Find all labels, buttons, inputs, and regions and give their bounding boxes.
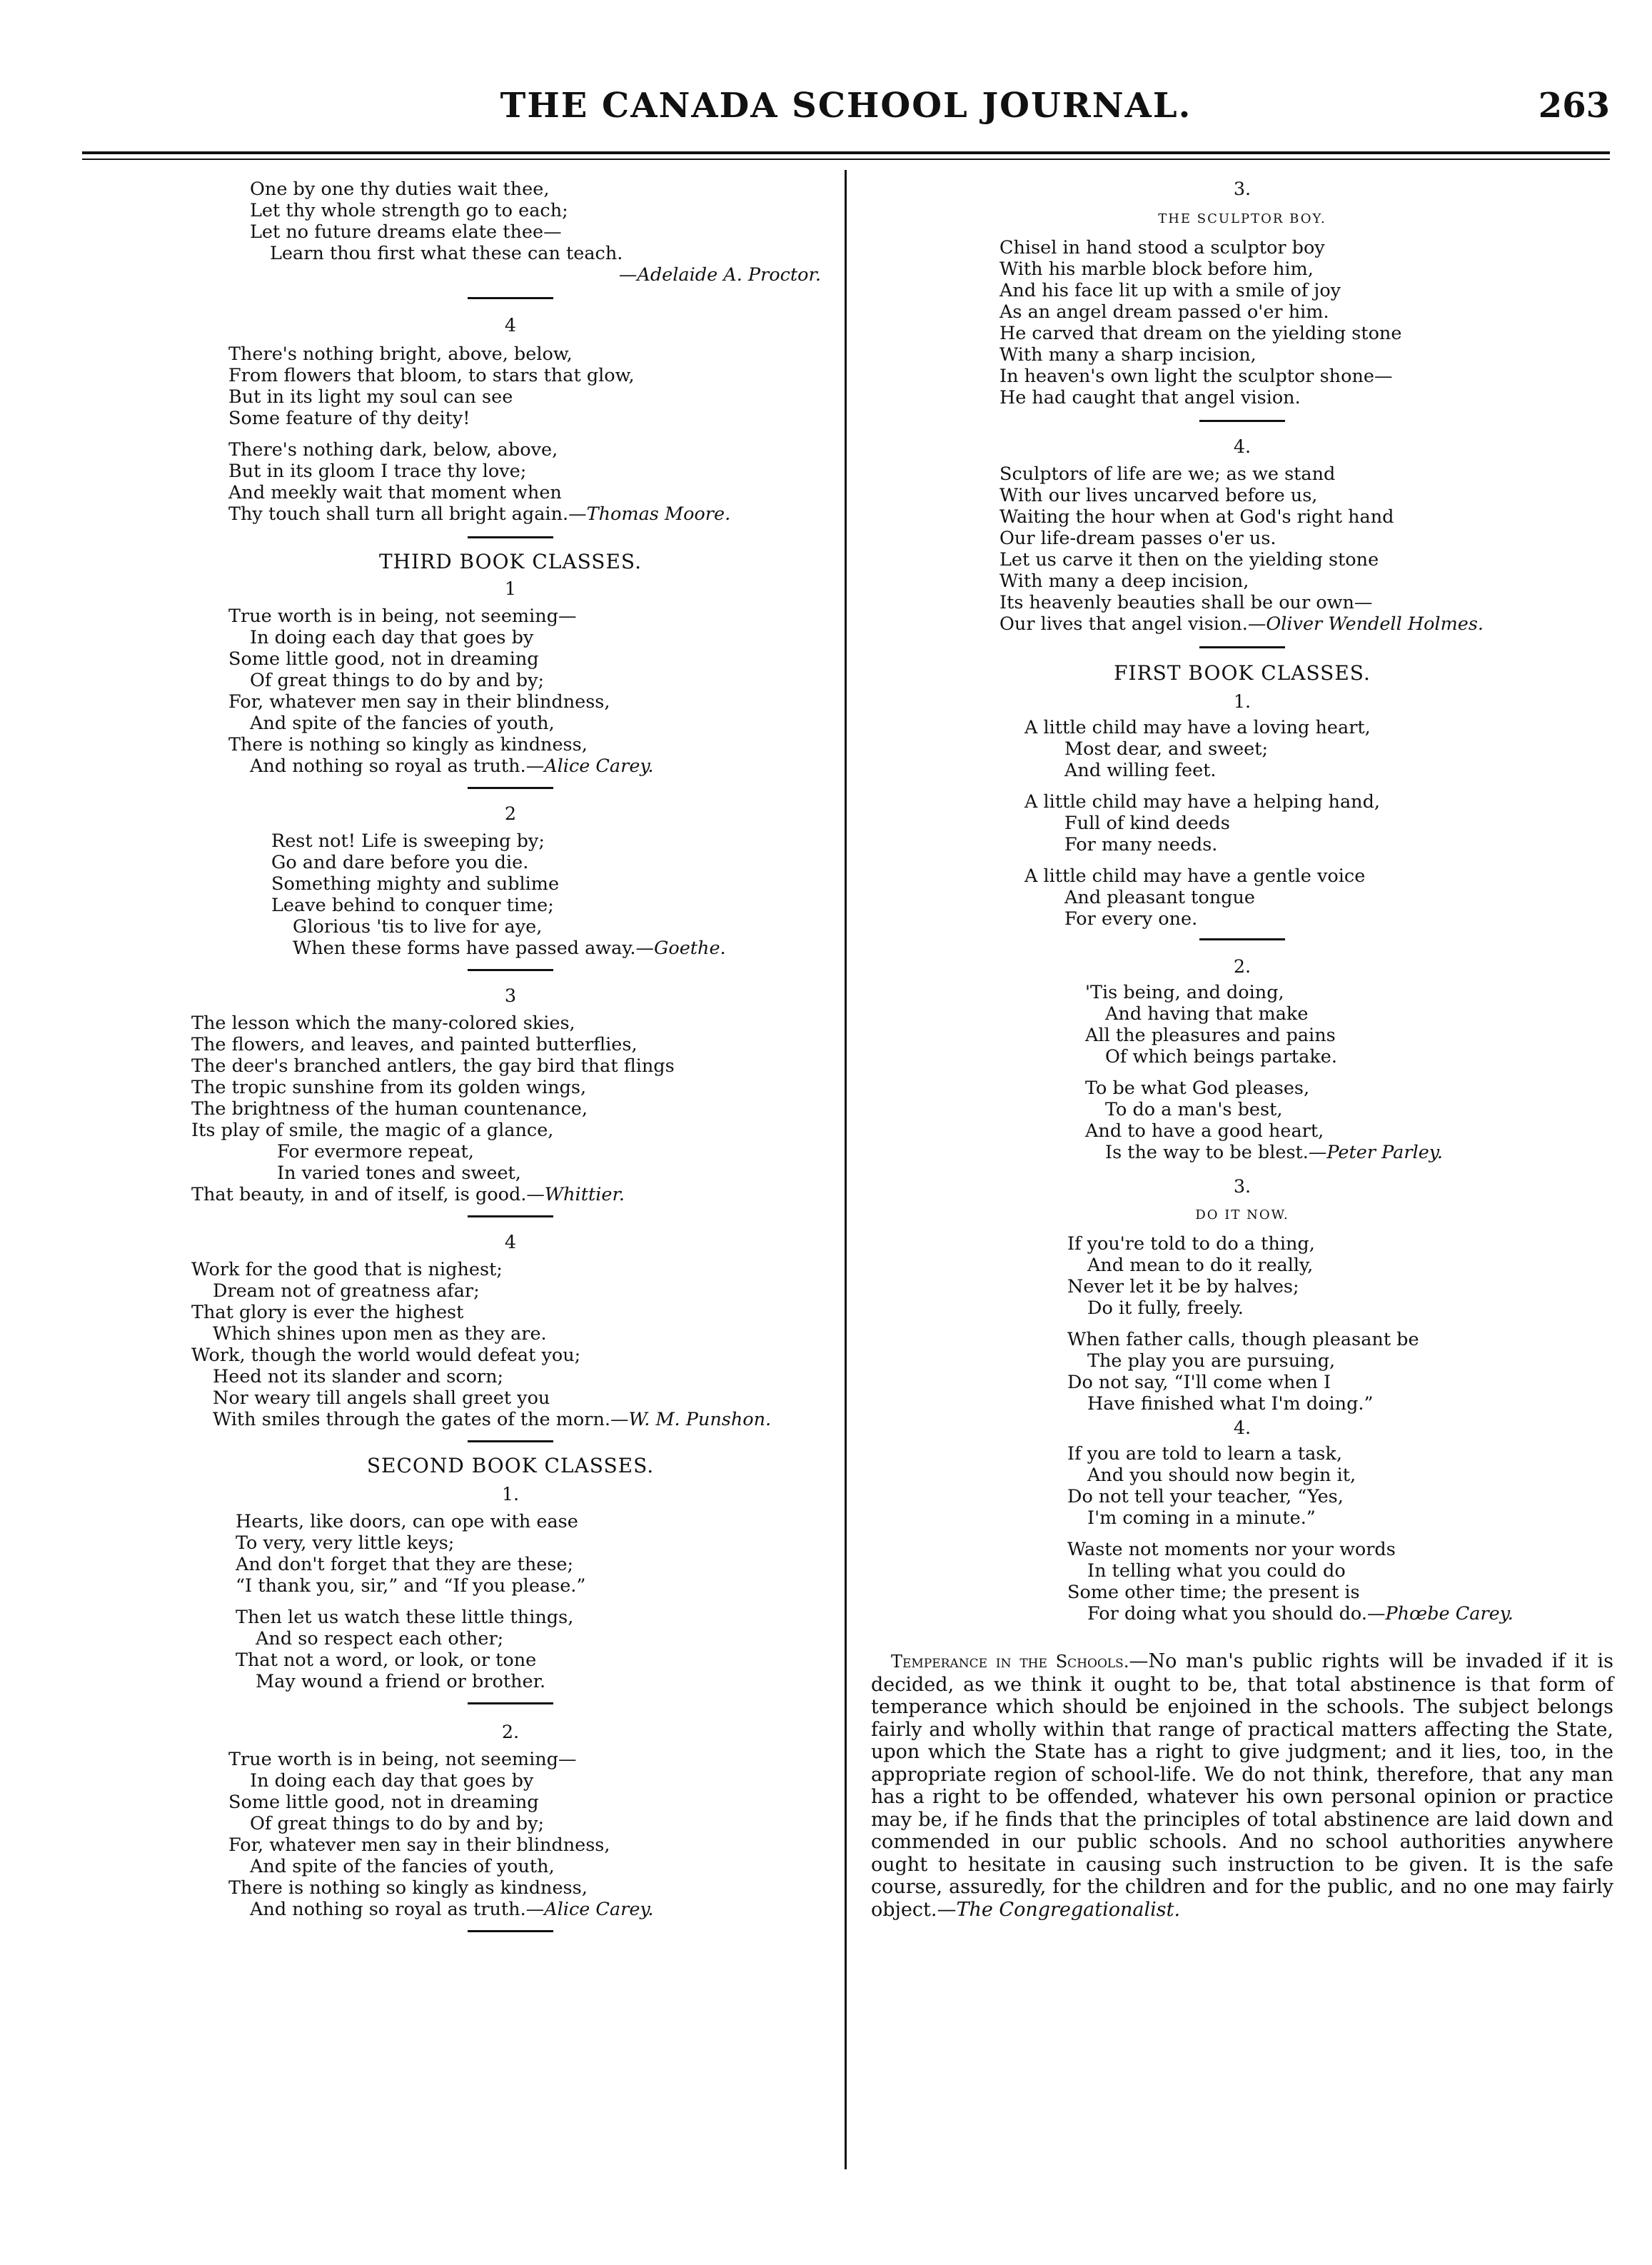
poem-number: 4. <box>1233 436 1251 458</box>
poem-line: Hearts, like doors, can ope with ease <box>236 1511 578 1532</box>
temperance-body: —No man's public rights will be invaded if it is decided, as we think it ought to be, that total abstinence is that form of temperance which should be enjoined in the schools. The subject belongs fairly and wholly within that range of practical matters affecting the State, upon which the State has a right to give judgment; and it lies, too, in the appropriate region of school-life. We do not think, therefore, that any man has a right to be offended, whatever his own personal opinion or practice may be, if he finds that the principles of total abstinence are laid down and commended in our public schools. And no school authorities anywhere ought to hesitate in causing such instruction to be given. It is the safe course, assuredly, for the children and for the public, and no one may fairly object. <box>871 1650 1613 1921</box>
poem-sculptor <box>871 237 1613 408</box>
poem-line: Let no future dreams elate thee— <box>250 221 562 243</box>
poem-line: True worth is in being, not seeming— <box>228 1749 577 1770</box>
poem-line: With many a sharp incision, <box>999 344 1256 366</box>
poem-phoebe-carey <box>871 1443 1613 1624</box>
poem-line: But in its gloom I trace thy love; <box>228 461 527 482</box>
poem-line: Our life-dream passes o'er us. <box>999 528 1276 549</box>
section-rule <box>1199 938 1285 940</box>
poem-line: Sculptors of life are we; as we stand <box>999 463 1336 485</box>
poem-number: 4. <box>1233 1417 1251 1439</box>
poem-line: Most dear, and sweet; <box>1064 738 1269 760</box>
poem-line: With our lives uncarved before us, <box>999 485 1318 506</box>
poem-line: And spite of the fancies of youth, <box>250 1856 555 1877</box>
poem-line: Its play of smile, the magic of a glance, <box>191 1120 554 1141</box>
poem-whittier <box>178 1013 842 1205</box>
poem-line: Work for the good that is nighest; <box>191 1259 503 1280</box>
header-rule-bottom <box>82 159 1610 160</box>
poem-line: I'm coming in a minute.” <box>1087 1507 1316 1529</box>
poem-number: 2. <box>501 1722 520 1743</box>
poem-line: A little child may have a helping hand, <box>1024 791 1381 813</box>
section-rule <box>468 1702 553 1704</box>
journal-title: THE CANADA SCHOOL JOURNAL. <box>500 86 1192 126</box>
poem-line: Rest not! Life is sweeping by; <box>271 830 545 852</box>
poem-line: To very, very little keys; <box>236 1532 455 1554</box>
poem-line: Never let it be by halves; <box>1067 1276 1299 1297</box>
poem-line: Of great things to do by and by; <box>250 670 545 691</box>
poem-number: 2. <box>1233 956 1251 978</box>
poem-punshon <box>178 1259 842 1430</box>
poem-number: 3 <box>504 985 517 1007</box>
section-rule <box>468 1930 553 1932</box>
poem-line: Then let us watch these little things, <box>236 1607 574 1628</box>
poem-holmes <box>871 463 1613 635</box>
poem-line: In varied tones and sweet, <box>277 1162 521 1184</box>
poem-line: And having that make <box>1105 1003 1309 1025</box>
poem-line: The play you are pursuing, <box>1087 1350 1336 1372</box>
poem-line: All the pleasures and pains <box>1085 1025 1336 1046</box>
poem-line: Let thy whole strength go to each; <box>250 200 568 221</box>
poem-goethe <box>178 830 842 959</box>
poem-line: Some other time; the present is <box>1067 1582 1360 1603</box>
section-rule <box>468 1440 553 1442</box>
attribution: —W. M. Punshon. <box>610 1409 772 1430</box>
poem-line: In doing each day that goes by <box>250 627 534 648</box>
left-column <box>178 179 842 1932</box>
poem-line: Some little good, not in dreaming <box>228 1792 539 1813</box>
poem-line: And you should now begin it, <box>1087 1465 1356 1486</box>
poem-line: True worth is in being, not seeming— <box>228 606 577 627</box>
poem-line: Dream not of greatness afar; <box>213 1280 480 1302</box>
poem-line: For many needs. <box>1064 834 1218 855</box>
poem-line: The flowers, and leaves, and painted butterflies, <box>191 1034 638 1055</box>
poem-number: 4 <box>504 1232 517 1253</box>
attribution: —Adelaide A. Proctor. <box>618 264 821 286</box>
section-rule <box>1199 646 1285 648</box>
poem-line: With many a deep incision, <box>999 571 1249 592</box>
poem-line: Of great things to do by and by; <box>250 1813 545 1834</box>
poem-line: And willing feet. <box>1064 760 1217 781</box>
section-rule <box>468 787 553 789</box>
poem-line: And nothing so royal as truth. <box>250 1899 526 1920</box>
poem-line: And mean to do it really, <box>1087 1255 1314 1276</box>
poem-line: May wound a friend or brother. <box>256 1671 546 1692</box>
poem-line: To do a man's best, <box>1105 1099 1283 1120</box>
attribution: —Alice Carey. <box>525 1899 654 1920</box>
poem-line: He had caught that angel vision. <box>999 387 1301 408</box>
poem-line: Our lives that angel vision. <box>999 613 1248 635</box>
poem-line: That glory is ever the highest <box>191 1302 464 1323</box>
poem-courtesy <box>178 1511 842 1692</box>
poem-line: If you are told to learn a task, <box>1067 1443 1342 1465</box>
poem-line: One by one thy duties wait thee, <box>250 179 550 200</box>
poem-do-it-now <box>871 1233 1613 1415</box>
poem-line: Do not tell your teacher, “Yes, <box>1067 1486 1344 1507</box>
poem-parley <box>871 982 1613 1163</box>
temperance-source: —The Congregationalist. <box>937 1898 1181 1921</box>
poem-line: As an angel dream passed o'er him. <box>999 301 1329 323</box>
poem-line: Which shines upon men as they are. <box>213 1323 547 1345</box>
poem-line: In doing each day that goes by <box>250 1770 534 1792</box>
page-header <box>82 86 1610 143</box>
poem-little-child <box>871 717 1613 930</box>
poem-line: Of which beings partake. <box>1105 1046 1337 1068</box>
poem-line: And don't forget that they are these; <box>236 1554 574 1575</box>
poem-line: For evermore repeat, <box>277 1141 474 1162</box>
section-rule <box>468 297 553 299</box>
poem-line: Work, though the world would defeat you; <box>191 1345 581 1366</box>
poem-number: 3. <box>1233 179 1251 200</box>
poem-line: And his face lit up with a smile of joy <box>999 280 1341 301</box>
page-number: 263 <box>1538 86 1610 126</box>
poem-line: That beauty, in and of itself, is good. <box>191 1184 527 1205</box>
poem-line: A little child may have a gentle voice <box>1024 865 1366 887</box>
section-rule <box>1199 420 1285 422</box>
poem-line: 'Tis being, and doing, <box>1085 982 1284 1003</box>
poem-line: There is nothing so kingly as kindness, <box>228 1877 588 1899</box>
poem-line: Do it fully, freely. <box>1087 1297 1244 1319</box>
poem-line: To be what God pleases, <box>1085 1078 1310 1099</box>
third-book-heading: THIRD BOOK CLASSES. <box>378 550 643 573</box>
section-rule <box>468 536 553 538</box>
poem-line: And nothing so royal as truth. <box>250 755 526 777</box>
poem-line: He carved that dream on the yielding stone <box>999 323 1402 344</box>
section-rule <box>468 1215 553 1217</box>
poem-line: The lesson which the many-colored skies, <box>191 1013 575 1034</box>
poem-line: And pleasant tongue <box>1064 887 1255 908</box>
poem-number: 1. <box>501 1484 520 1505</box>
poem-line: That not a word, or look, or tone <box>236 1649 537 1671</box>
attribution: —Peter Parley. <box>1308 1142 1443 1163</box>
poem-line: For doing what you should do. <box>1087 1603 1367 1624</box>
poem-line: Glorious 'tis to live for aye, <box>293 916 543 938</box>
poem-line: And spite of the fancies of youth, <box>250 713 555 734</box>
poem-moore <box>178 343 842 525</box>
poem-line: Waiting the hour when at God's right hand <box>999 506 1394 528</box>
attribution: —Whittier. <box>526 1184 625 1205</box>
poem-line: The tropic sunshine from its golden wings, <box>191 1077 587 1098</box>
poem-title: THE SCULPTOR BOY. <box>1158 211 1326 226</box>
poem-line: For every one. <box>1064 908 1198 930</box>
poem-line: In heaven's own light the sculptor shone— <box>999 366 1393 387</box>
section-rule <box>468 969 553 971</box>
temperance-paragraph <box>871 1650 1613 1921</box>
poem-title: DO IT NOW. <box>1195 1207 1289 1222</box>
attribution: —Oliver Wendell Holmes. <box>1247 613 1484 635</box>
poem-line: Let us carve it then on the yielding stone <box>999 549 1379 571</box>
poem-line: Some little good, not in dreaming <box>228 648 539 670</box>
poem-line: Its heavenly beauties shall be our own— <box>999 592 1373 613</box>
poem-line: Something mighty and sublime <box>271 873 560 895</box>
poem-line: Thy touch shall turn all bright again. <box>228 503 569 525</box>
poem-line: A little child may have a loving heart, <box>1024 717 1371 738</box>
poem-number: 2 <box>504 803 517 825</box>
second-book-heading: SECOND BOOK CLASSES. <box>366 1454 655 1477</box>
poem-line: For, whatever men say in their blindness, <box>228 691 610 713</box>
poem-line: “I thank you, sir,” and “If you please.” <box>236 1575 586 1597</box>
poem-number: 4 <box>504 315 517 336</box>
poem-line: Full of kind deeds <box>1064 813 1230 834</box>
poem-line: When father calls, though pleasant be <box>1067 1329 1419 1350</box>
poem-carey-repeat <box>178 1749 842 1920</box>
attribution: —Alice Carey. <box>525 755 654 777</box>
poem-line: Waste not moments nor your words <box>1067 1539 1396 1560</box>
poem-proctor <box>178 179 842 286</box>
poem-line: There's nothing dark, below, above, <box>228 439 558 461</box>
poem-line: Learn thou first what these can teach. <box>270 243 623 264</box>
poem-line: Heed not its slander and scorn; <box>213 1366 504 1387</box>
poem-number: 1 <box>504 578 517 600</box>
poem-line: For, whatever men say in their blindness, <box>228 1834 610 1856</box>
poem-line: Go and dare before you die. <box>271 852 529 873</box>
poem-line: With smiles through the gates of the morn. <box>213 1409 610 1430</box>
poem-line: Is the way to be blest. <box>1105 1142 1309 1163</box>
poem-line: In telling what you could do <box>1087 1560 1346 1582</box>
poem-line: The deer's branched antlers, the gay bird that flings <box>191 1055 675 1077</box>
poem-line: There is nothing so kingly as kindness, <box>228 734 588 755</box>
poem-line: And meekly wait that moment when <box>228 482 562 503</box>
poem-line: Nor weary till angels shall greet you <box>213 1387 550 1409</box>
poem-line: When these forms have passed away. <box>293 938 636 959</box>
column-divider <box>845 170 847 2169</box>
poem-number: 1. <box>1233 691 1251 713</box>
poem-line: Do not say, “I'll come when I <box>1067 1372 1331 1393</box>
attribution: —Thomas Moore. <box>568 503 731 525</box>
poem-line: If you're told to do a thing, <box>1067 1233 1315 1255</box>
poem-line: From flowers that bloom, to stars that glow, <box>228 365 635 386</box>
attribution: —Goethe. <box>635 938 726 959</box>
poem-line: Chisel in hand stood a sculptor boy <box>999 237 1325 258</box>
poem-number: 3. <box>1233 1176 1251 1197</box>
header-rule-top <box>82 151 1610 154</box>
poem-line: There's nothing bright, above, below, <box>228 343 573 365</box>
poem-line: But in its light my soul can see <box>228 386 513 408</box>
poem-line: Some feature of thy deity! <box>228 408 470 429</box>
poem-line: And so respect each other; <box>256 1628 504 1649</box>
temperance-lead: Temperance in the Schools. <box>891 1652 1129 1672</box>
poem-line: Leave behind to conquer time; <box>271 895 554 916</box>
right-column <box>871 179 1613 1921</box>
poem-line: And to have a good heart, <box>1085 1120 1324 1142</box>
poem-line: The brightness of the human countenance, <box>191 1098 588 1120</box>
poem-carey <box>178 606 842 777</box>
poem-line: Have finished what I'm doing.” <box>1087 1393 1374 1415</box>
attribution: —Phœbe Carey. <box>1366 1603 1514 1624</box>
first-book-heading: FIRST BOOK CLASSES. <box>1114 661 1371 685</box>
poem-line: With his marble block before him, <box>999 258 1314 280</box>
